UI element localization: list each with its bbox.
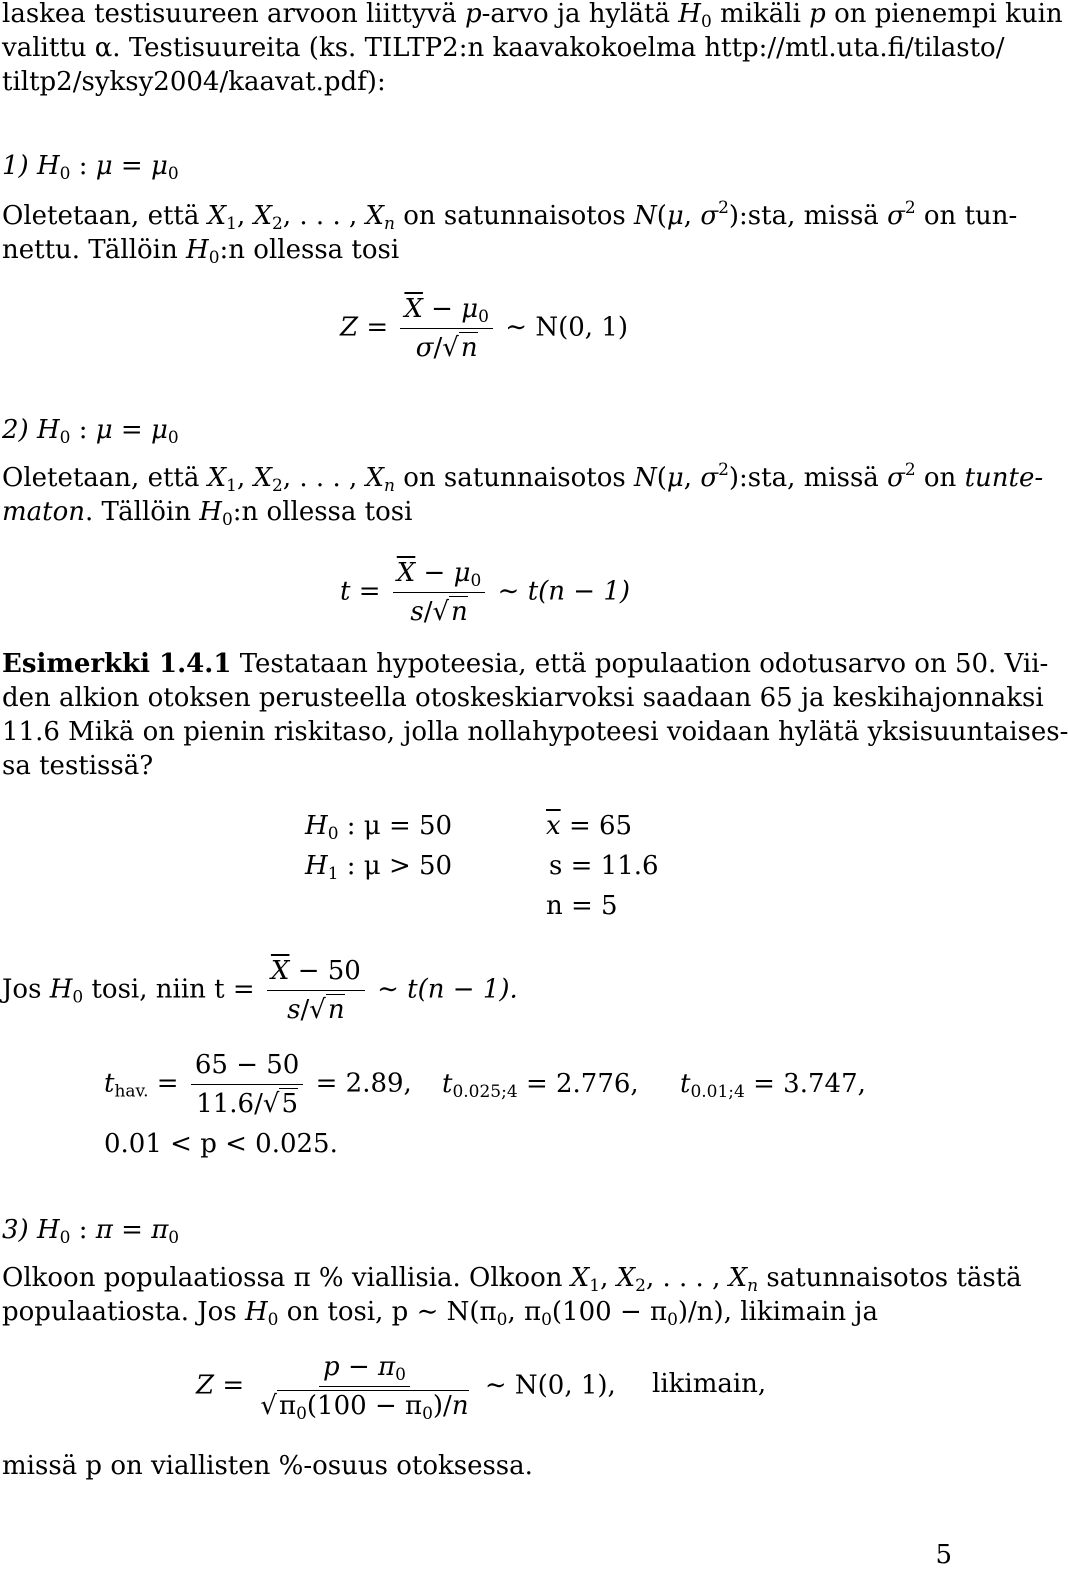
sample-mean: $\overline{x} = 65$ [546,811,633,841]
case2-formula: t = $\frac{\overline{X} - \mu_0}{s/√n}$ ∼ t(n − 1) [340,558,631,627]
hypothesis-h0: $H_0$ : μ = 50 [305,811,453,844]
case3-formula: Z = $\frac{p - \pi_0}{√\pi_0(100 - \pi_0)/n}$ ∼ N(0, 1), [196,1352,616,1424]
calculation: $t_{hav.}$ = $\frac{65 - 50}{11.6/√5}$ = 2.89, [104,1050,412,1119]
intro-line-3: tiltp2/syksy2004/kaavat.pdf): [2,67,386,97]
case1-heading: 1) $H_0$ : $\mu = \mu_0$ [2,151,179,184]
case1-formula: Z = $\frac{\overline{X} - \mu_0}{\sigma/√n}$ ∼ N(0, 1) [340,294,628,363]
formula-link[interactable]: http://mtl.uta.fi/tilasto/ [704,33,1005,63]
case3-line-2: populaatiosta. Jos $H_0$ on tosi, p ∼ $N(\pi_0$, $\pi_0(100 - \pi_0)/n$), likimain ja [2,1297,878,1330]
page-number: 5 [935,1540,952,1570]
case2-heading: 2) $H_0$ : $\mu = \mu_0$ [2,415,179,448]
example-line-1: Esimerkki 1.4.1 Testataan hypoteesia, että populaation odotusarvo on 50. Vii- [2,649,1049,679]
case3-heading: 3) $H_0$ : $\pi = \pi_0$ [2,1215,180,1248]
case3-approx: likimain, [652,1369,767,1399]
formula-link-cont[interactable]: tiltp2/syksy2004/kaavat.pdf [2,67,367,97]
case2-line-1: Oletetaan, että $X_1$, $X_2$, . . . , $X_n$ on satunnaisotos N(μ, $\sigma^2):sta$, missä $\sigma^2$ on tunte- [2,460,1044,496]
case3-last-line: missä p on viallisten %-osuus otoksessa. [2,1451,533,1481]
intro-line-2: valittu α. Testisuureita (ks. TILTP2:n kaavakokoelma http://mtl.uta.fi/tilasto/ [2,33,1005,63]
case3-line-1: Olkoon populaatiossa π % viallisia. Olkoon $X_1$, $X_2$, . . . , $X_n$ satunnaisotos tästä [2,1263,1022,1296]
sample-sd: s = 11.6 [549,851,659,881]
example-line-2: den alkion otoksen perusteella otoskeskiarvoksi saadaan 65 ja keskihajonnaksi [2,683,1044,713]
p-value-range: 0.01 < p < 0.025. [104,1129,338,1159]
critical-value-1: $t_{0.025;4} = 2.776$, [442,1069,639,1102]
case1-line-2: nettu. Tällöin $H_0:n$ ollessa tosi [2,235,400,268]
intro-line-1: laskea testisuureen arvoon liittyvä p-arvo ja hylätä $H_0$ mikäli p on pienempi kuin [2,0,1063,32]
critical-value-2: $t_{0.01;4} = 3.747$, [680,1069,866,1102]
example-line-4: sa testissä? [2,751,154,781]
sample-size: n = 5 [546,891,618,921]
hypothesis-h1: $H_1$ : μ > 50 [305,851,453,884]
test-statistic-formula: Jos $H_0$ tosi, niin t = $\frac{\overline{X} - 50}{s/√n}$ ∼ t(n − 1). [2,956,518,1025]
case1-line-1: Oletetaan, että $X_1$, $X_2$, . . . , $X_n$ on satunnaisotos N(μ, $\sigma^2):sta$, missä $\sigma^2$ on tun- [2,198,1018,234]
case2-line-2: maton. Tällöin $H_0:n$ ollessa tosi [2,497,413,530]
example-line-3: 11.6 Mikä on pienin riskitaso, jolla nollahypoteesi voidaan hylätä yksisuuntaises- [2,717,1068,747]
